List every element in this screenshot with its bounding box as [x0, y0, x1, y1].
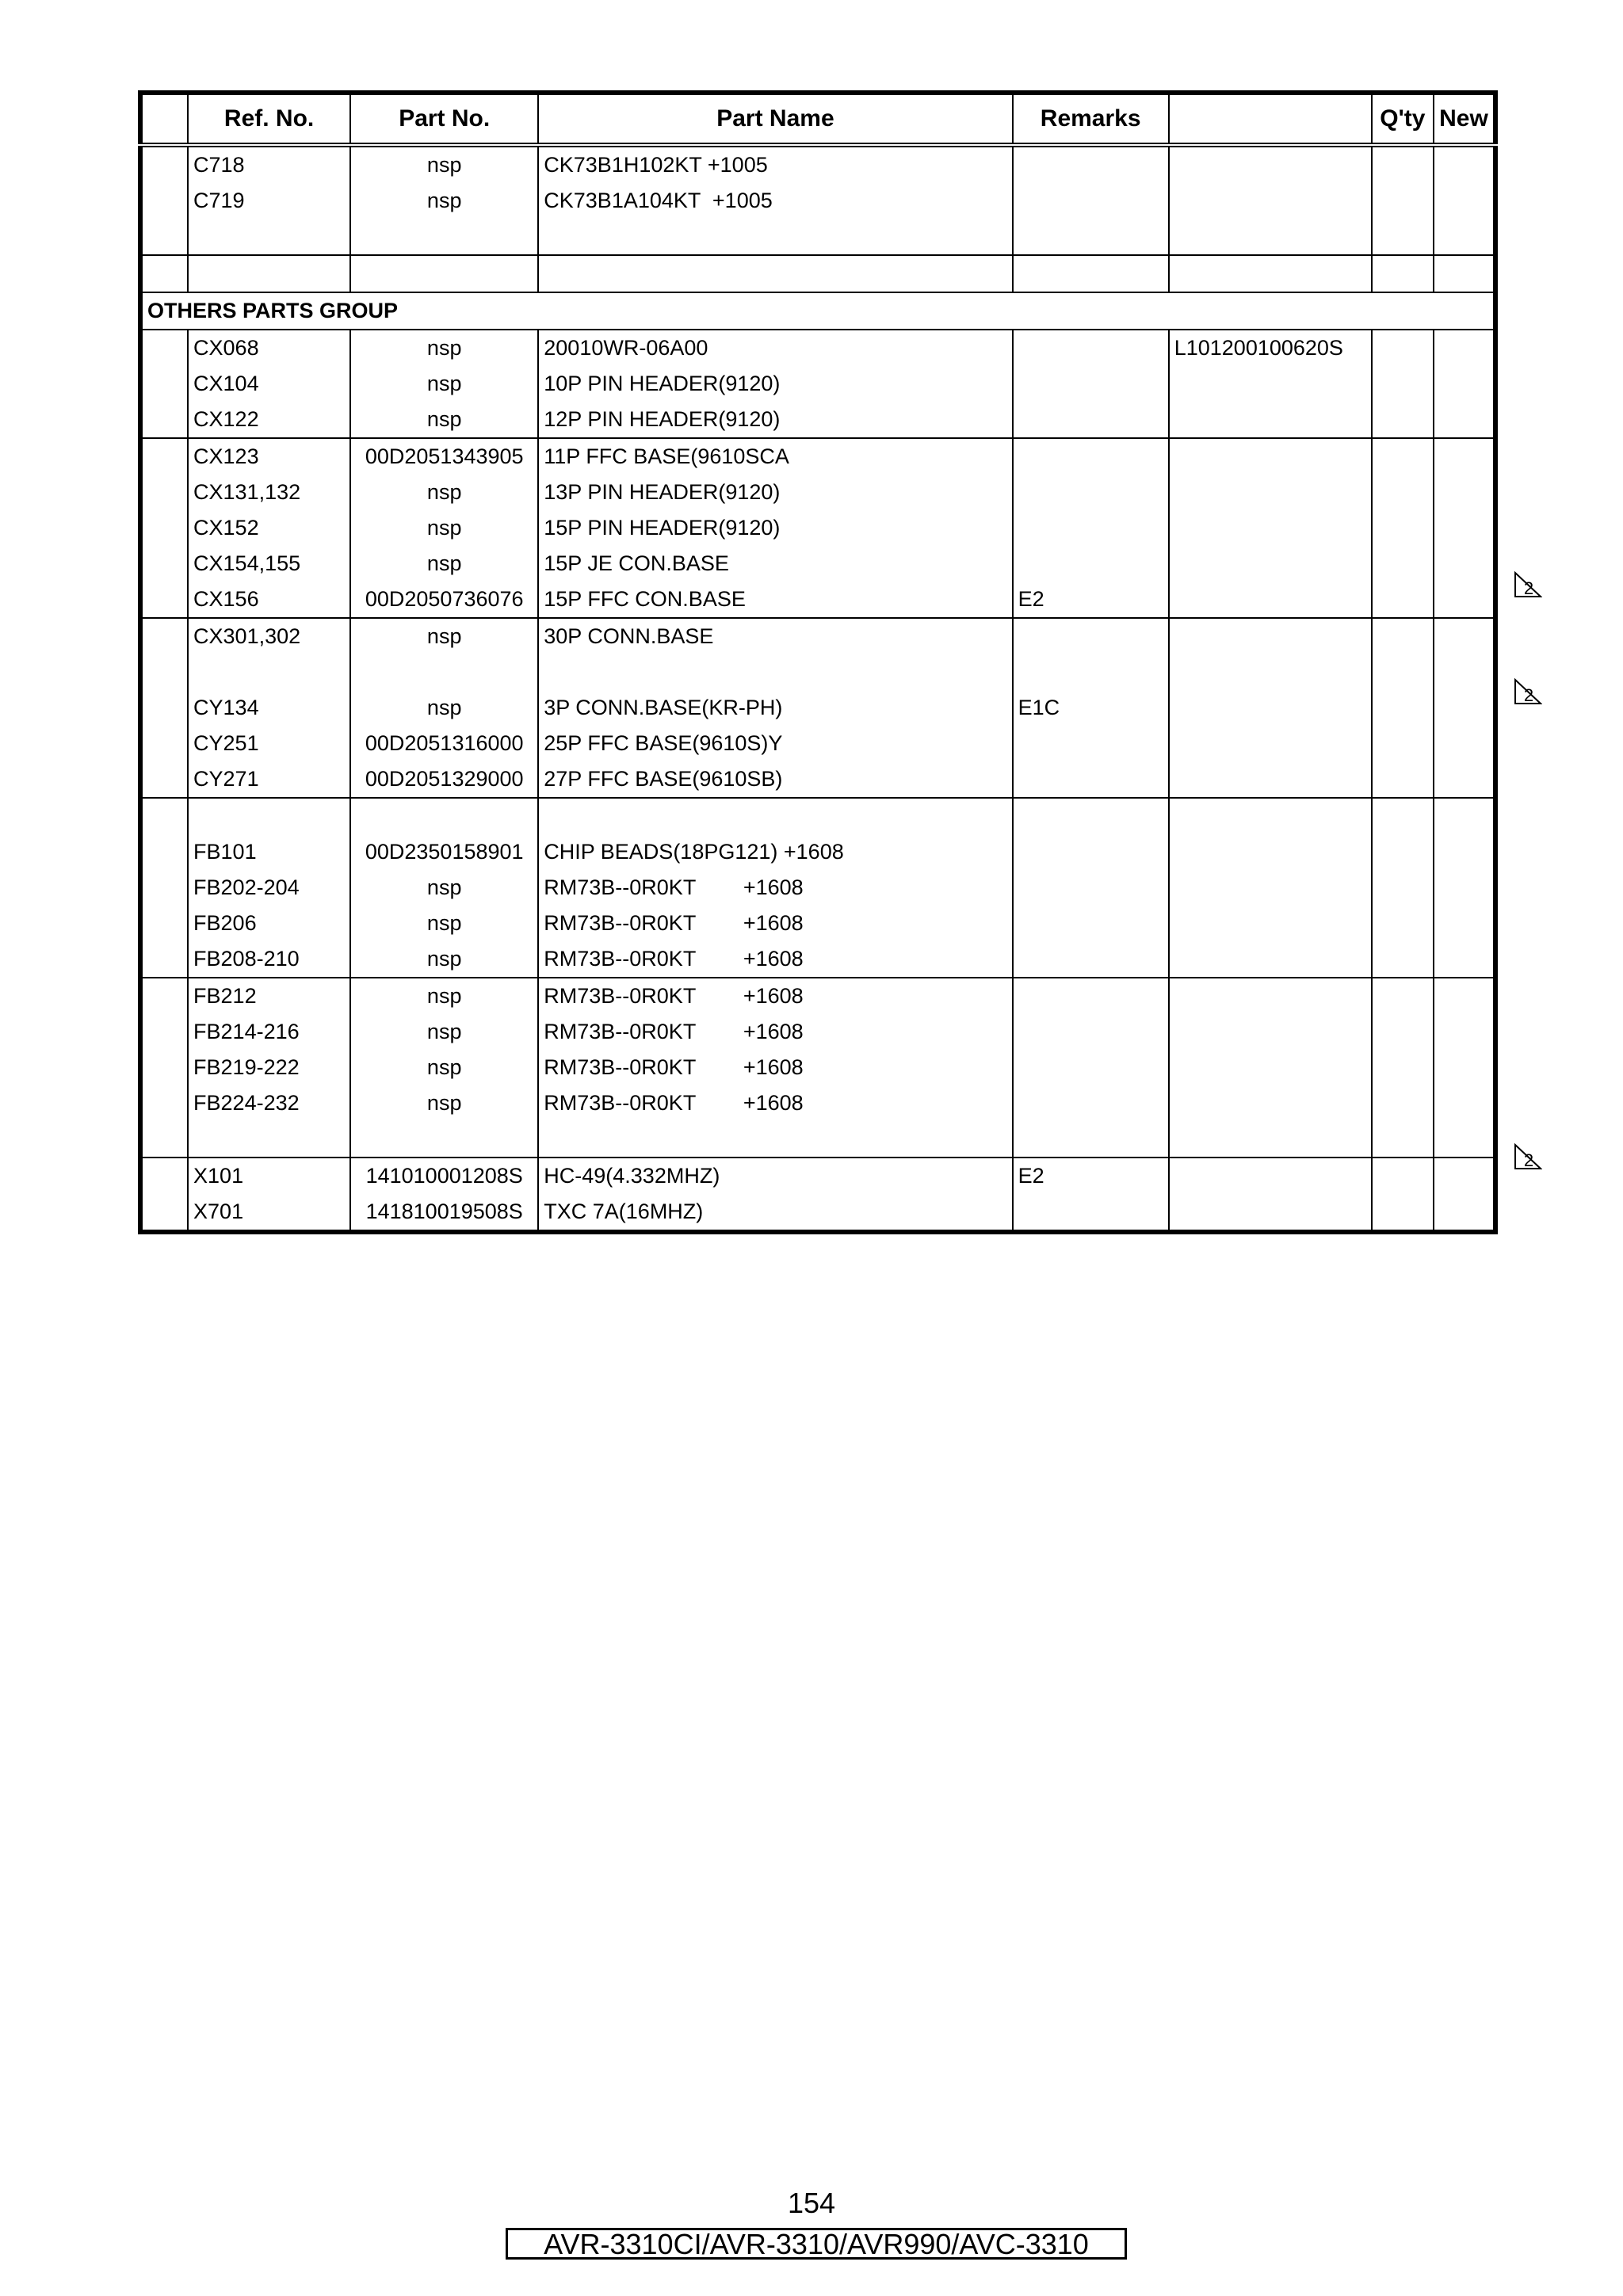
table-row: [140, 906, 1495, 941]
index-cell: [140, 510, 188, 546]
qty-cell: [1372, 1194, 1434, 1232]
part-no-cell: nsp: [350, 906, 538, 941]
qty-cell: [1372, 366, 1434, 402]
qty-cell: [1372, 510, 1434, 546]
index-cell: [140, 618, 188, 654]
table-row: [140, 255, 1495, 292]
extra-cell: [1169, 510, 1372, 546]
part-no-cell: [350, 1121, 538, 1158]
index-cell: [140, 582, 188, 618]
remarks-cell: [1013, 1085, 1169, 1121]
table-row: [140, 582, 1495, 618]
ref-no-cell: CX123: [188, 438, 350, 475]
remarks-cell: [1013, 475, 1169, 510]
extra-cell: [1169, 255, 1372, 292]
revision-triangle-icon: [1514, 571, 1542, 598]
part-name-cell: 30P CONN.BASE: [538, 618, 1012, 654]
header-new: New: [1434, 93, 1495, 145]
part-no-cell: 141810019508S: [350, 1194, 538, 1232]
ref-no-cell: CX068: [188, 330, 350, 366]
index-cell: [140, 183, 188, 219]
table-row: [140, 761, 1495, 798]
table-row: [140, 941, 1495, 978]
ref-no-cell: CY134: [188, 690, 350, 726]
part-no-cell: 00D2051329000: [350, 761, 538, 798]
remarks-cell: [1013, 183, 1169, 219]
extra-cell: [1169, 183, 1372, 219]
qty-cell: [1372, 834, 1434, 870]
part-no-cell: nsp: [350, 1050, 538, 1085]
qty-cell: [1372, 1085, 1434, 1121]
part-no-cell: nsp: [350, 1085, 538, 1121]
remarks-cell: [1013, 1121, 1169, 1158]
ref-no-cell: C718: [188, 145, 350, 183]
index-cell: [140, 1194, 188, 1232]
index-cell: [140, 1158, 188, 1194]
extra-cell: [1169, 834, 1372, 870]
extra-cell: [1169, 654, 1372, 690]
part-name-cell: RM73B--0R0KT +1608: [538, 870, 1012, 906]
extra-cell: [1169, 1050, 1372, 1085]
index-cell: [140, 219, 188, 255]
remarks-cell: [1013, 761, 1169, 798]
part-no-cell: nsp: [350, 546, 538, 582]
new-cell: [1434, 1194, 1495, 1232]
part-no-cell: nsp: [350, 510, 538, 546]
table-row: [140, 145, 1495, 183]
new-cell: [1434, 690, 1495, 726]
index-cell: [140, 941, 188, 978]
section-title: OTHERS PARTS GROUP: [140, 292, 1495, 330]
qty-cell: [1372, 546, 1434, 582]
extra-cell: [1169, 219, 1372, 255]
remarks-cell: E2: [1013, 1158, 1169, 1194]
table-row: [140, 834, 1495, 870]
qty-cell: [1372, 475, 1434, 510]
remarks-cell: [1013, 618, 1169, 654]
remarks-cell: [1013, 1014, 1169, 1050]
part-no-cell: nsp: [350, 366, 538, 402]
index-cell: [140, 726, 188, 761]
table-row: [140, 726, 1495, 761]
table-row: [140, 546, 1495, 582]
qty-cell: [1372, 906, 1434, 941]
part-no-cell: nsp: [350, 1014, 538, 1050]
remarks-cell: [1013, 870, 1169, 906]
part-no-cell: nsp: [350, 690, 538, 726]
new-cell: [1434, 654, 1495, 690]
table-row: [140, 1050, 1495, 1085]
ref-no-cell: CX154,155: [188, 546, 350, 582]
qty-cell: [1372, 870, 1434, 906]
remarks-cell: [1013, 402, 1169, 438]
new-cell: [1434, 582, 1495, 618]
part-no-cell: [350, 219, 538, 255]
part-name-cell: TXC 7A(16MHZ): [538, 1194, 1012, 1232]
index-cell: [140, 330, 188, 366]
new-cell: [1434, 1158, 1495, 1194]
table-body: [140, 145, 1495, 1232]
part-name-cell: CHIP BEADS(18PG121) +1608: [538, 834, 1012, 870]
extra-cell: [1169, 1194, 1372, 1232]
new-cell: [1434, 145, 1495, 183]
ref-no-cell: C719: [188, 183, 350, 219]
part-no-cell: 00D2350158901: [350, 834, 538, 870]
revision-number: 2: [1523, 578, 1534, 598]
part-no-cell: nsp: [350, 330, 538, 366]
remarks-cell: E2: [1013, 582, 1169, 618]
table-row: [140, 366, 1495, 402]
extra-cell: [1169, 582, 1372, 618]
index-cell: [140, 366, 188, 402]
ref-no-cell: CX156: [188, 582, 350, 618]
qty-cell: [1372, 690, 1434, 726]
qty-cell: [1372, 654, 1434, 690]
table-row: [140, 798, 1495, 834]
qty-cell: [1372, 1050, 1434, 1085]
part-no-cell: 00D2051316000: [350, 726, 538, 761]
ref-no-cell: FB206: [188, 906, 350, 941]
part-name-cell: [538, 255, 1012, 292]
table-row: [140, 330, 1495, 366]
part-no-cell: nsp: [350, 618, 538, 654]
new-cell: [1434, 978, 1495, 1014]
remarks-cell: E1C: [1013, 690, 1169, 726]
extra-cell: [1169, 1121, 1372, 1158]
qty-cell: [1372, 183, 1434, 219]
new-cell: [1434, 330, 1495, 366]
part-name-cell: [538, 654, 1012, 690]
part-no-cell: 00D2051343905: [350, 438, 538, 475]
new-cell: [1434, 219, 1495, 255]
qty-cell: [1372, 438, 1434, 475]
remarks-cell: [1013, 145, 1169, 183]
qty-cell: [1372, 145, 1434, 183]
extra-cell: [1169, 978, 1372, 1014]
index-cell: [140, 1121, 188, 1158]
qty-cell: [1372, 798, 1434, 834]
parts-table: [138, 90, 1498, 1234]
index-cell: [140, 906, 188, 941]
new-cell: [1434, 870, 1495, 906]
part-name-cell: 13P PIN HEADER(9120): [538, 475, 1012, 510]
extra-cell: [1169, 546, 1372, 582]
ref-no-cell: FB202-204: [188, 870, 350, 906]
part-name-cell: [538, 219, 1012, 255]
part-name-cell: [538, 798, 1012, 834]
ref-no-cell: CY251: [188, 726, 350, 761]
qty-cell: [1372, 1121, 1434, 1158]
part-name-cell: 27P FFC BASE(9610SB): [538, 761, 1012, 798]
table-row: [140, 402, 1495, 438]
header-part-no: Part No.: [350, 93, 538, 145]
qty-cell: [1372, 1014, 1434, 1050]
part-name-cell: RM73B--0R0KT +1608: [538, 1014, 1012, 1050]
qty-cell: [1372, 1158, 1434, 1194]
qty-cell: [1372, 255, 1434, 292]
extra-cell: [1169, 798, 1372, 834]
remarks-cell: [1013, 330, 1169, 366]
index-cell: [140, 978, 188, 1014]
new-cell: [1434, 402, 1495, 438]
part-name-cell: 11P FFC BASE(9610SCA: [538, 438, 1012, 475]
index-cell: [140, 546, 188, 582]
ref-no-cell: CY271: [188, 761, 350, 798]
part-no-cell: [350, 654, 538, 690]
ref-no-cell: FB208-210: [188, 941, 350, 978]
part-name-cell: 3P CONN.BASE(KR-PH): [538, 690, 1012, 726]
table-row: [140, 690, 1495, 726]
part-name-cell: 12P PIN HEADER(9120): [538, 402, 1012, 438]
header-blank: [1169, 93, 1372, 145]
index-cell: [140, 870, 188, 906]
part-name-cell: RM73B--0R0KT +1608: [538, 906, 1012, 941]
extra-cell: [1169, 690, 1372, 726]
qty-cell: [1372, 761, 1434, 798]
ref-no-cell: CX301,302: [188, 618, 350, 654]
remarks-cell: [1013, 255, 1169, 292]
header-remarks: Remarks: [1013, 93, 1169, 145]
table-row: [140, 1194, 1495, 1232]
ref-no-cell: [188, 255, 350, 292]
extra-cell: [1169, 1014, 1372, 1050]
part-name-cell: 15P PIN HEADER(9120): [538, 510, 1012, 546]
ref-no-cell: CX131,132: [188, 475, 350, 510]
index-cell: [140, 1050, 188, 1085]
ref-no-cell: [188, 798, 350, 834]
ref-no-cell: CX104: [188, 366, 350, 402]
new-cell: [1434, 941, 1495, 978]
new-cell: [1434, 1014, 1495, 1050]
qty-cell: [1372, 219, 1434, 255]
part-name-cell: RM73B--0R0KT +1608: [538, 978, 1012, 1014]
index-cell: [140, 798, 188, 834]
new-cell: [1434, 255, 1495, 292]
ref-no-cell: CX152: [188, 510, 350, 546]
index-cell: [140, 475, 188, 510]
extra-cell: [1169, 870, 1372, 906]
new-cell: [1434, 366, 1495, 402]
index-cell: [140, 402, 188, 438]
table-row: [140, 438, 1495, 475]
part-no-cell: nsp: [350, 978, 538, 1014]
remarks-cell: [1013, 546, 1169, 582]
extra-cell: [1169, 906, 1372, 941]
part-no-cell: nsp: [350, 475, 538, 510]
table-row: [140, 1014, 1495, 1050]
remarks-cell: [1013, 834, 1169, 870]
ref-no-cell: FB101: [188, 834, 350, 870]
extra-cell: [1169, 1085, 1372, 1121]
index-cell: [140, 690, 188, 726]
new-cell: [1434, 761, 1495, 798]
ref-no-cell: [188, 654, 350, 690]
table-row: [140, 870, 1495, 906]
index-cell: [140, 438, 188, 475]
new-cell: [1434, 726, 1495, 761]
part-name-cell: 15P JE CON.BASE: [538, 546, 1012, 582]
qty-cell: [1372, 941, 1434, 978]
qty-cell: [1372, 618, 1434, 654]
remarks-cell: [1013, 941, 1169, 978]
part-name-cell: 20010WR-06A00: [538, 330, 1012, 366]
qty-cell: [1372, 726, 1434, 761]
table-row: [140, 618, 1495, 654]
extra-cell: L101200100620S: [1169, 330, 1372, 366]
table-row: [140, 1085, 1495, 1121]
index-cell: [140, 145, 188, 183]
table-row: [140, 475, 1495, 510]
new-cell: [1434, 618, 1495, 654]
table-row: [140, 1158, 1495, 1194]
ref-no-cell: FB219-222: [188, 1050, 350, 1085]
new-cell: [1434, 1050, 1495, 1085]
remarks-cell: [1013, 438, 1169, 475]
remarks-cell: [1013, 510, 1169, 546]
table-header-row: [140, 93, 1495, 145]
part-no-cell: 00D2050736076: [350, 582, 538, 618]
index-cell: [140, 654, 188, 690]
part-name-cell: 15P FFC CON.BASE: [538, 582, 1012, 618]
extra-cell: [1169, 761, 1372, 798]
extra-cell: [1169, 438, 1372, 475]
remarks-cell: [1013, 726, 1169, 761]
part-no-cell: nsp: [350, 870, 538, 906]
part-name-cell: HC-49(4.332MHZ): [538, 1158, 1012, 1194]
revision-number: 2: [1523, 685, 1534, 705]
new-cell: [1434, 834, 1495, 870]
part-no-cell: nsp: [350, 183, 538, 219]
index-cell: [140, 255, 188, 292]
part-no-cell: 141010001208S: [350, 1158, 538, 1194]
ref-no-cell: [188, 219, 350, 255]
part-no-cell: nsp: [350, 941, 538, 978]
ref-no-cell: X701: [188, 1194, 350, 1232]
ref-no-cell: FB214-216: [188, 1014, 350, 1050]
ref-no-cell: FB224-232: [188, 1085, 350, 1121]
qty-cell: [1372, 582, 1434, 618]
new-cell: [1434, 798, 1495, 834]
revision-triangle-icon: [1514, 1143, 1542, 1170]
extra-cell: [1169, 366, 1372, 402]
table-row: [140, 510, 1495, 546]
new-cell: [1434, 510, 1495, 546]
ref-no-cell: [188, 1121, 350, 1158]
index-cell: [140, 761, 188, 798]
new-cell: [1434, 475, 1495, 510]
qty-cell: [1372, 402, 1434, 438]
extra-cell: [1169, 726, 1372, 761]
ref-no-cell: X101: [188, 1158, 350, 1194]
part-name-cell: RM73B--0R0KT +1608: [538, 1050, 1012, 1085]
index-cell: [140, 1014, 188, 1050]
remarks-cell: [1013, 654, 1169, 690]
part-name-cell: CK73B1A104KT +1005: [538, 183, 1012, 219]
remarks-cell: [1013, 978, 1169, 1014]
part-no-cell: [350, 798, 538, 834]
part-name-cell: RM73B--0R0KT +1608: [538, 941, 1012, 978]
part-name-cell: RM73B--0R0KT +1608: [538, 1085, 1012, 1121]
extra-cell: [1169, 145, 1372, 183]
new-cell: [1434, 1085, 1495, 1121]
table-row: [140, 1121, 1495, 1158]
part-name-cell: 10P PIN HEADER(9120): [538, 366, 1012, 402]
remarks-cell: [1013, 366, 1169, 402]
new-cell: [1434, 183, 1495, 219]
remarks-cell: [1013, 1194, 1169, 1232]
header-part-name: Part Name: [538, 93, 1012, 145]
extra-cell: [1169, 402, 1372, 438]
qty-cell: [1372, 330, 1434, 366]
new-cell: [1434, 1121, 1495, 1158]
header-qty: Q'ty: [1372, 93, 1434, 145]
extra-cell: [1169, 475, 1372, 510]
part-no-cell: nsp: [350, 145, 538, 183]
header-index: [140, 93, 188, 145]
header-ref-no: Ref. No.: [188, 93, 350, 145]
table-row: [140, 183, 1495, 219]
part-no-cell: nsp: [350, 402, 538, 438]
index-cell: [140, 1085, 188, 1121]
remarks-cell: [1013, 219, 1169, 255]
new-cell: [1434, 546, 1495, 582]
model-name: AVR-3310CI/AVR-3310/AVR990/AVC-3310: [506, 2228, 1127, 2260]
remarks-cell: [1013, 906, 1169, 941]
page-number: 154: [787, 2187, 836, 2219]
ref-no-cell: FB212: [188, 978, 350, 1014]
revision-number: 2: [1523, 1150, 1534, 1170]
part-name-cell: [538, 1121, 1012, 1158]
ref-no-cell: CX122: [188, 402, 350, 438]
remarks-cell: [1013, 798, 1169, 834]
table-row: [140, 219, 1495, 255]
extra-cell: [1169, 941, 1372, 978]
extra-cell: [1169, 1158, 1372, 1194]
revision-triangle-icon: [1514, 678, 1542, 705]
part-name-cell: 25P FFC BASE(9610S)Y: [538, 726, 1012, 761]
index-cell: [140, 834, 188, 870]
table-row: [140, 978, 1495, 1014]
new-cell: [1434, 438, 1495, 475]
new-cell: [1434, 906, 1495, 941]
qty-cell: [1372, 978, 1434, 1014]
table-row: [140, 654, 1495, 690]
part-no-cell: [350, 255, 538, 292]
section-row: [140, 292, 1495, 330]
extra-cell: [1169, 618, 1372, 654]
remarks-cell: [1013, 1050, 1169, 1085]
part-name-cell: CK73B1H102KT +1005: [538, 145, 1012, 183]
